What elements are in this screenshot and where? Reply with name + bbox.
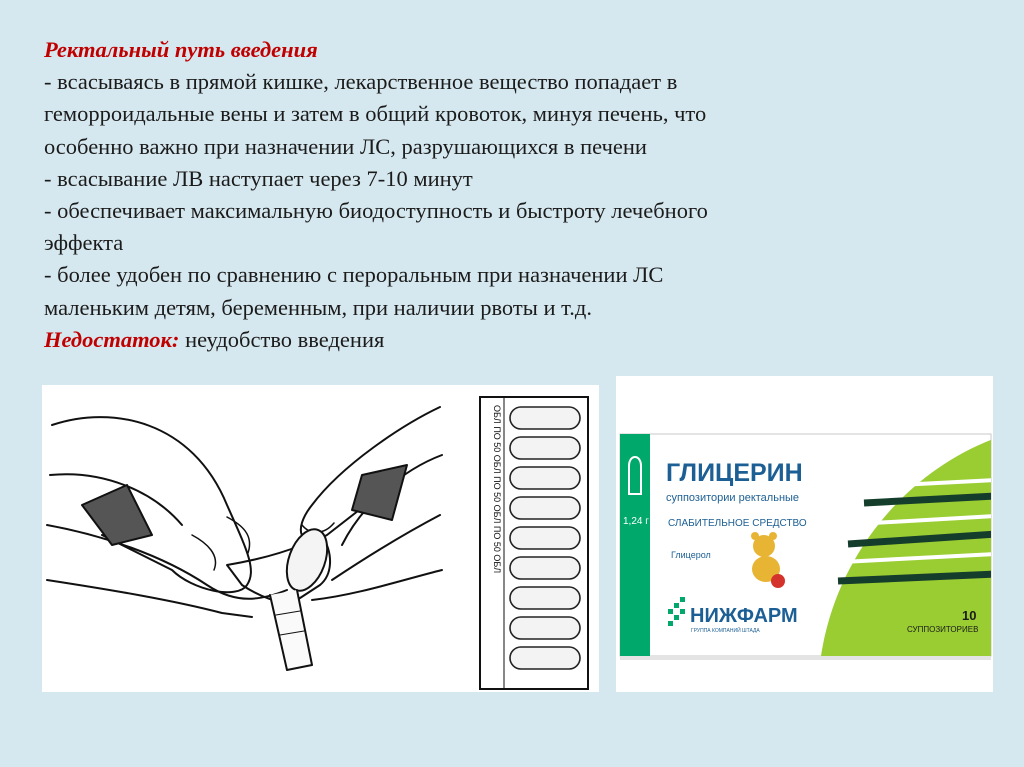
hands-drawing: [42, 385, 599, 692]
text-line: - всасываясь в прямой кишке, лекарственное вещество попадает в: [44, 69, 678, 95]
brand-subtitle: ГРУППА КОМПАНИЙ ШТАДА: [691, 628, 760, 634]
disadvantage-label: Недостаток:: [44, 326, 180, 352]
disadvantage-text: неудобство введения: [179, 326, 385, 352]
strip-label: ОБЛ ПО 50 ОБЛ ПО 50 ОБЛ ПО 50 ОБЛ: [492, 405, 502, 574]
text-line: геморроидальные вены и затем в общий кровоток, минуя печень, что: [44, 101, 707, 127]
dose-label: 1,24 г: [623, 516, 649, 527]
suppository-illustration: [42, 385, 599, 692]
package-photo: [616, 376, 993, 692]
text-line: - всасывание ЛВ наступает через 7-10 минут: [44, 165, 473, 191]
text-line: маленьким детям, беременным, при наличии рвоты и т.д.: [44, 294, 592, 320]
text-line: - более удобен по сравнению с пероральным при назначении ЛС: [44, 262, 664, 288]
blister-strip: [480, 397, 588, 689]
product-inn: Глицерол: [671, 550, 711, 560]
text-line: - обеспечивает максимальную биодоступность и быстроту лечебного: [44, 198, 708, 224]
product-name: ГЛИЦЕРИН: [666, 459, 803, 487]
disadvantage-line: [44, 324, 984, 356]
product-form: суппозитории ректальные: [666, 492, 800, 504]
glycerin-package: [616, 376, 993, 692]
brand-name: НИЖФАРМ: [690, 605, 798, 627]
product-category: СЛАБИТЕЛЬНОЕ СРЕДСТВО: [668, 518, 807, 529]
text-line: особенно важно при назначении ЛС, разрушающихся в печени: [44, 133, 647, 159]
suppository-count-label: СУППОЗИТОРИЕВ: [907, 625, 979, 634]
text-line: эффекта: [44, 230, 124, 256]
suppository-count: 10: [962, 608, 977, 623]
slide-title: Ректальный путь введения: [44, 37, 318, 62]
slide-text: [44, 34, 984, 356]
